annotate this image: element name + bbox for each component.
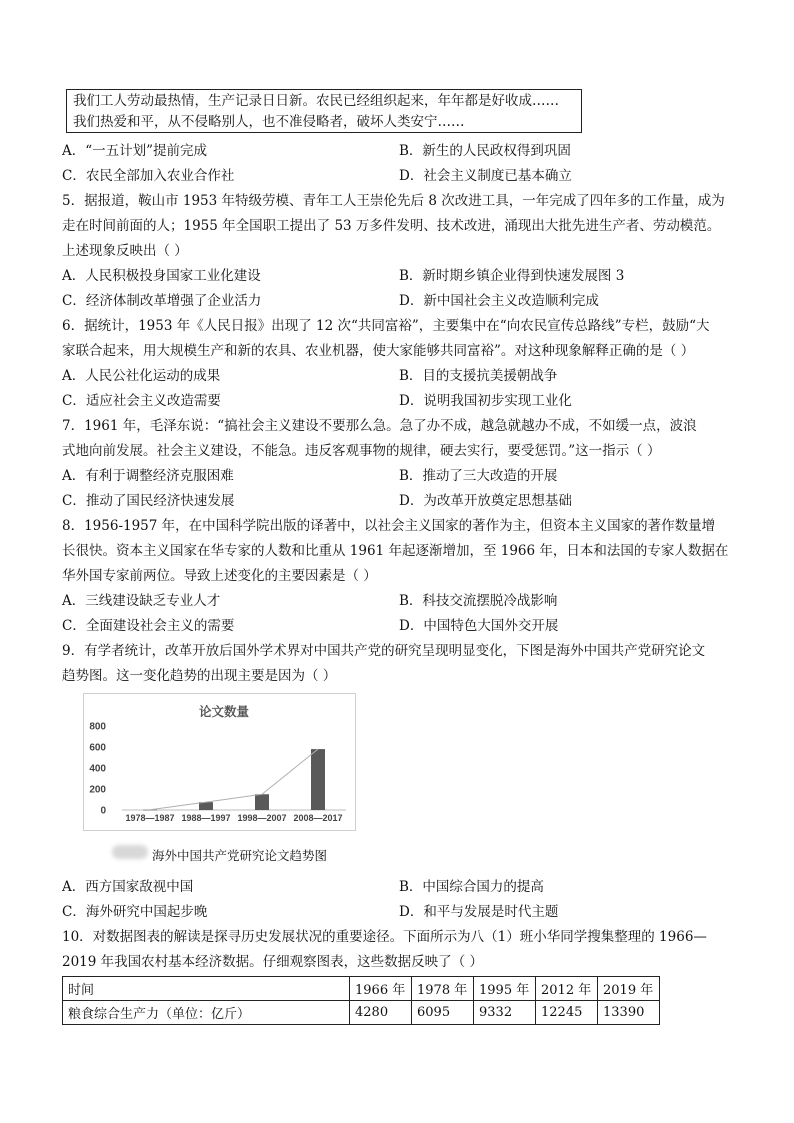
chart-y-tick-label: 400 (89, 763, 106, 775)
q5-stem-line-1: 5．据报道，鞍山市 1953 年特级劳模、青年工人王崇伦先后 8 次改进工具，一年完成了四年多的工作量，成为 (62, 193, 725, 209)
q7-stem-line-2: 式地向前发展。社会主义建设，不能急。违反客观事物的规律，硬去实行，要受惩罚。”这一指示（ ） (62, 443, 661, 459)
q5-option-d[interactable]: D．新中国社会主义改造顺利完成 (399, 293, 599, 309)
q9-option-a[interactable]: A．西方国家敌视中国 (62, 879, 194, 895)
q8-option-c[interactable]: C．全面建设社会主义的需要 (62, 618, 235, 634)
q5-option-c[interactable]: C．经济体制改革增强了企业活力 (62, 293, 262, 309)
chart-series-line (150, 749, 318, 810)
quote-line-1: 我们工人劳动最热情，生产记录日日新。农民已经组织起来，年年都是好收成…… (73, 93, 559, 109)
q10-stem-line-2: 2019 年我国农村基本经济数据。仔细观察图表，这些数据反映了（ ） (62, 954, 483, 970)
q5-option-a[interactable]: A．人民积极投身国家工业化建设 (62, 268, 261, 284)
table-cell: 4280 (350, 1001, 412, 1025)
q7-stem-line-1: 7．1961 年，毛泽东说：“搞社会主义建设不要那么急。急了办不成，越急就越办不成，不如缓一点，波浪 (62, 418, 697, 434)
chart-y-ticks (89, 722, 106, 817)
q8-option-b[interactable]: B．科技交流摆脱冷战影响 (399, 593, 558, 609)
q8-stem-line-1: 8．1956-1957 年，在中国科学院出版的译著中，以社会主义国家的著作为主，但资本主义国家的著作数量增 (62, 518, 716, 534)
q5-stem-line-3: 上述现象反映出（ ） (62, 243, 188, 259)
q6-stem-line-1: 6．据统计，1953 年《人民日报》出现了 12 次“共同富裕”，主要集中在“向农民宣传总路线”专栏，鼓励“大 (62, 318, 710, 334)
chart-bars (143, 749, 325, 810)
q4-option-a[interactable]: A．“一五计划”提前完成 (62, 143, 208, 159)
chart-x-tick-label: 1988—1997 (181, 813, 231, 823)
q7-option-a[interactable]: A．有利于调整经济克服困难 (62, 468, 234, 484)
table-cell: 13390 (598, 1001, 660, 1025)
chart-title: 论文数量 (198, 705, 250, 719)
table-header-cell: 2012 年 (536, 977, 598, 1001)
grain-data-table (62, 976, 660, 1025)
chart-x-tick-label: 1978—1987 (125, 813, 175, 823)
q9-option-d[interactable]: D．和平与发展是时代主题 (399, 904, 559, 920)
q7-option-d[interactable]: D．为改革开放奠定思想基础 (399, 493, 572, 509)
q6-option-c[interactable]: C．适应社会主义改造需要 (62, 393, 221, 409)
chart-canvas (84, 694, 357, 832)
chart-x-labels (125, 813, 342, 823)
q6-stem-line-2: 家联合起来，用大规模生产和新的农具、农业机器，使大家能够共同富裕”。对这种现象解释正确的是（ ） (62, 343, 695, 359)
q9-option-c[interactable]: C．海外研究中国起步晚 (62, 904, 208, 920)
table-row (63, 1001, 660, 1025)
chart-y-tick-label: 0 (100, 805, 106, 817)
chart-bar (255, 794, 269, 810)
q9-stem-line-1: 9．有学者统计，改革开放后国外学术界对中国共产党的研究呈现明显变化，下图是海外中国共产党研究论文 (62, 643, 706, 659)
q8-option-d[interactable]: D．中国特色大国外交开展 (399, 618, 559, 634)
chart-bar (143, 810, 157, 811)
blurred-figure-label (112, 845, 148, 859)
chart-y-tick-label: 600 (89, 742, 106, 754)
chart-bar (311, 749, 325, 810)
table-header-cell: 1995 年 (474, 977, 536, 1001)
q8-stem-line-3: 华外国专家前两位。导致上述变化的主要因素是（ ） (62, 568, 377, 584)
table-cell: 6095 (412, 1001, 474, 1025)
chart-caption: 海外中国共产党研究论文趋势图 (152, 848, 328, 863)
chart-bar (199, 802, 213, 810)
table-cell: 9332 (474, 1001, 536, 1025)
q4-option-d[interactable]: D．社会主义制度已基本确立 (399, 168, 572, 184)
table-header-cell: 2019 年 (598, 977, 660, 1001)
q5-option-b[interactable]: B．新时期乡镇企业得到快速发展图 3 (399, 268, 625, 284)
paper-count-chart (83, 693, 356, 831)
q5-stem-line-2: 走在时间前面的人；1955 年全国职工提出了 53 万多件发明、技术改进，涌现出大批先进生产者、劳动模范。 (62, 218, 721, 234)
chart-x-tick-label: 1998—2007 (237, 813, 287, 823)
chart-x-tick-label: 2008—2017 (293, 813, 343, 823)
table-header-row (63, 977, 660, 1001)
q4-option-b[interactable]: B．新生的人民政权得到巩固 (399, 143, 571, 159)
q6-option-a[interactable]: A．人民公社化运动的成果 (62, 368, 221, 384)
q4-option-c[interactable]: C．农民全部加入农业合作社 (62, 168, 235, 184)
q10-stem-line-1: 10．对数据图表的解读是探寻历史发展状况的重要途径。下面所示为八（1）班小华同学搜集整理的 1966— (62, 929, 707, 945)
quote-line-2: 我们热爱和平，从不侵略别人，也不准侵略者，破坏人类安宁…… (73, 114, 465, 130)
q7-option-c[interactable]: C．推动了国民经济快速发展 (62, 493, 235, 509)
chart-trend-line (150, 749, 318, 810)
table-cell: 粮食综合生产力（单位：亿斤） (63, 1001, 350, 1025)
q8-stem-line-2: 长很快。资本主义国家在华专家的人数和比重从 1961 年起逐渐增加，至 1966 年，日本和法国的专家人数据在 (62, 543, 729, 559)
quote-box (66, 89, 582, 133)
q8-option-a[interactable]: A．三线建设缺乏专业人才 (62, 593, 221, 609)
chart-y-tick-label: 800 (89, 721, 106, 733)
q6-option-d[interactable]: D．说明我国初步实现工业化 (399, 393, 572, 409)
q6-option-b[interactable]: B．目的支援抗美援朝战争 (399, 368, 558, 384)
q9-option-b[interactable]: B．中国综合国力的提高 (399, 879, 544, 895)
table-header-cell: 时间 (63, 977, 350, 1001)
q9-stem-line-2: 趋势图。这一变化趋势的出现主要是因为（ ） (62, 668, 337, 684)
table-header-cell: 1978 年 (412, 977, 474, 1001)
table-header-cell: 1966 年 (350, 977, 412, 1001)
table-cell: 12245 (536, 1001, 598, 1025)
chart-y-tick-label: 200 (89, 784, 106, 796)
q7-option-b[interactable]: B．推动了三大改造的开展 (399, 468, 558, 484)
